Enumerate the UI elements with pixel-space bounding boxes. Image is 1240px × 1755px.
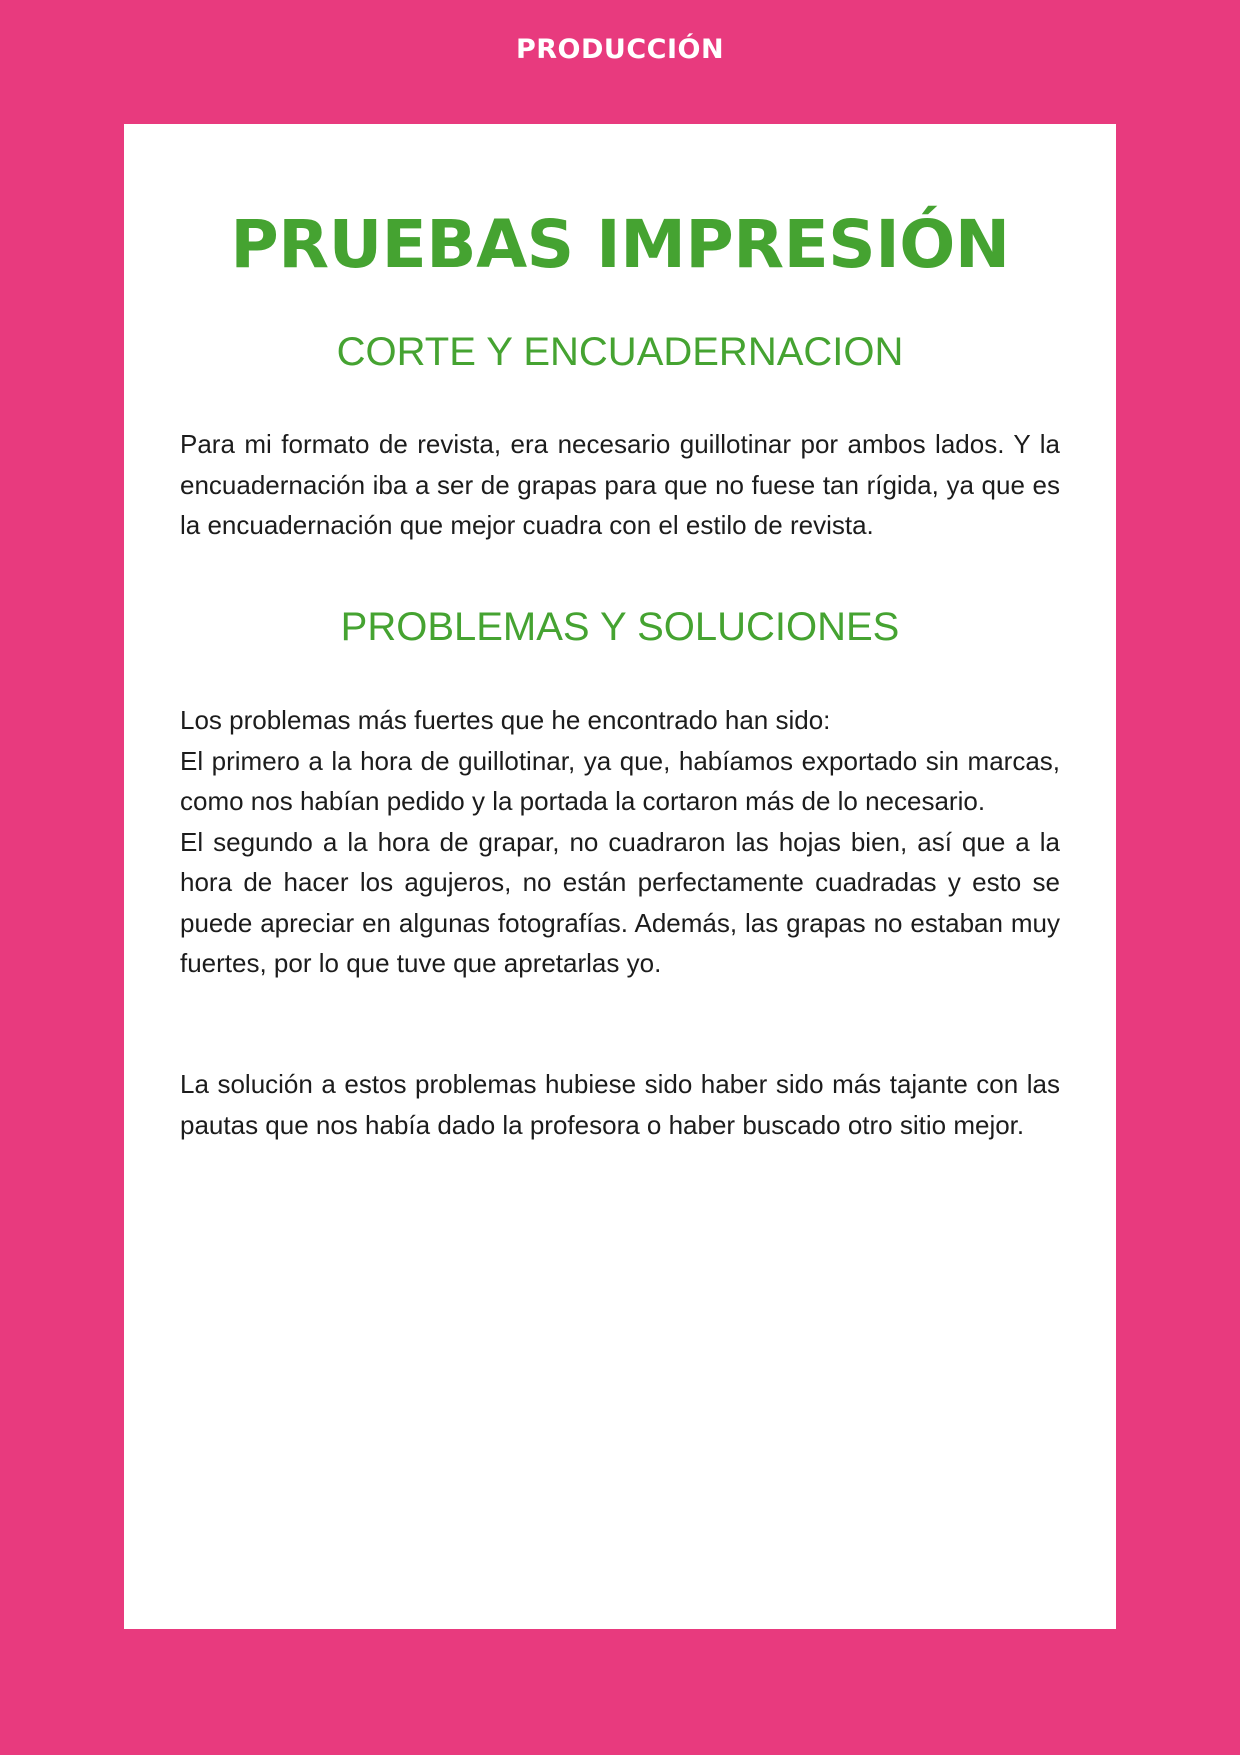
page-title: PRUEBAS IMPRESIÓN bbox=[230, 206, 1010, 283]
section-heading-problemas: PROBLEMAS Y SOLUCIONES bbox=[340, 605, 900, 649]
section-body-problemas bbox=[180, 700, 1060, 984]
header-label: PRODUCCIÓN bbox=[515, 34, 725, 65]
paragraph-corte: Para mi formato de revista, era necesario guillotinar por ambos lados. Y la encuadernación iba a ser de grapas para que no fuese tan rígida, ya que es la encuadernación que mejor cuadra con el estilo de revista. bbox=[180, 429, 1060, 540]
section-body-solucion bbox=[180, 1064, 1060, 1145]
paragraph-problemas-intro: Los problemas más fuertes que he encontrado han sido: bbox=[180, 705, 831, 735]
paragraph-solucion: La solución a estos problemas hubiese sido haber sido más tajante con las pautas que nos había dado la profesora o haber buscado otro sitio mejor. bbox=[180, 1069, 1060, 1140]
section-heading-corte: CORTE Y ENCUADERNACION bbox=[336, 330, 904, 374]
content-sheet bbox=[124, 124, 1116, 1629]
paragraph-problemas-primero: El primero a la hora de guillotinar, ya que, habíamos exportado sin marcas, como nos habían pedido y la portada la cortaron más de lo necesario. bbox=[180, 745, 1060, 816]
section-body-corte bbox=[180, 424, 1060, 546]
paragraph-problemas-segundo: El segundo a la hora de grapar, no cuadraron las hojas bien, así que a la hora de hacer los agujeros, no están perfectamente cuadradas y esto se puede apreciar en algunas fotografías. Además, las grapas no estaban muy fuertes, por lo que tuve que apretarlas yo. bbox=[180, 826, 1060, 978]
